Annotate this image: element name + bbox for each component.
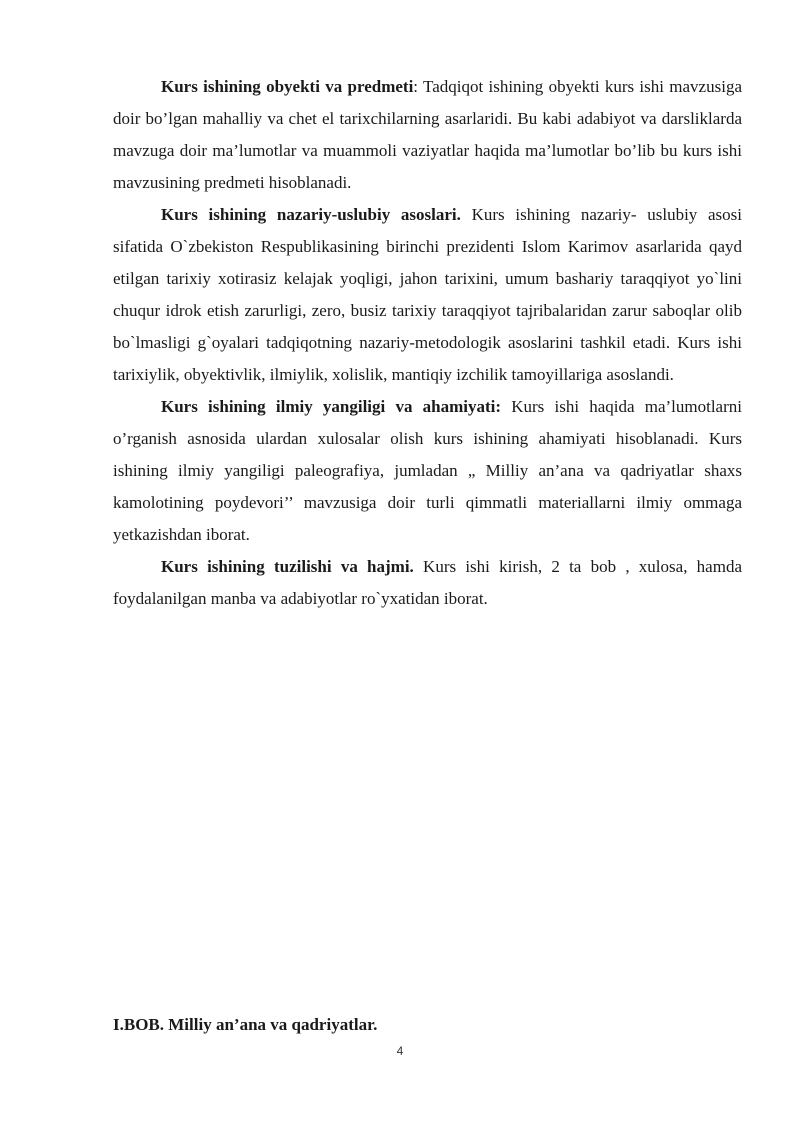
chapter-title: I.BOB. Milliy an’ana va qadriyatlar. bbox=[113, 1015, 378, 1034]
paragraph-body: Kurs ishi kirish, 2 ta bob , xulosa, hamda foydalanilgan manba va adabiyotlar ro`yxatidan iborat. bbox=[113, 557, 742, 608]
body-text bbox=[113, 71, 742, 615]
paragraph-body: Kurs ishi haqida ma’lumotlarni o’rganish asnosida ulardan xulosalar olish kurs ishining ahamiyati hisoblanadi. Kurs ishining ilmiy yangiligi paleografiya, jumladan „ Milliy an’ana va qadriyatlar shaxs kamolotining poydevori’’ mavzusiga doir turli qimmatli materiallarni ilmiy ommaga yetkazishdan iborat. bbox=[113, 397, 742, 544]
paragraph-heading: Kurs ishining ilmiy yangiligi va ahamiyati: bbox=[161, 397, 502, 416]
paragraph-scientific-novelty bbox=[113, 391, 742, 551]
paragraph-body: Kurs ishining nazariy- uslubiy asosi sifatida O`zbekiston Respublikasining birinchi prezidenti Islom Karimov asarlarida qayd etilgan tarixiy xotirasiz kelajak yoqligi, jahon tarixini, umum bashariy taraqqiyot yo`lini chuqur idrok etish zarurligi, zero, busiz tarixiy taraqqiyot tajribalaridan zarur saboqlar olib bo`lmasligi g`oyalari tadqiqotning nazariy-metodologik asoslarini tashkil etadi. Kurs ishi tarixiylik, obyektivlik, ilmiylik, xolislik, mantiqiy izchilik tamoyillariga asoslandi. bbox=[113, 205, 742, 384]
paragraph-object-subject bbox=[113, 71, 742, 199]
paragraph-body: : Tadqiqot ishining obyekti kurs ishi mavzusiga doir bo’lgan mahalliy va chet el tarixchilarning asarlaridi. Bu kabi adabiyot va darsliklarda mavzuga doir ma’lumotlar va muammoli vaziyatlar haqida ma’lumotlar bo’lib bu kurs ishi mavzusining predmeti hisoblanadi. bbox=[113, 77, 742, 192]
paragraph-heading: Kurs ishining nazariy-uslubiy asoslari. bbox=[161, 205, 461, 224]
page-number: 4 bbox=[396, 1044, 404, 1058]
paragraph-heading: Kurs ishining obyekti va predmeti bbox=[161, 77, 414, 96]
paragraph-structure-volume bbox=[113, 551, 742, 615]
paragraph-theoretical-basis bbox=[113, 199, 742, 391]
paragraph-heading: Kurs ishining tuzilishi va hajmi. bbox=[161, 557, 414, 576]
